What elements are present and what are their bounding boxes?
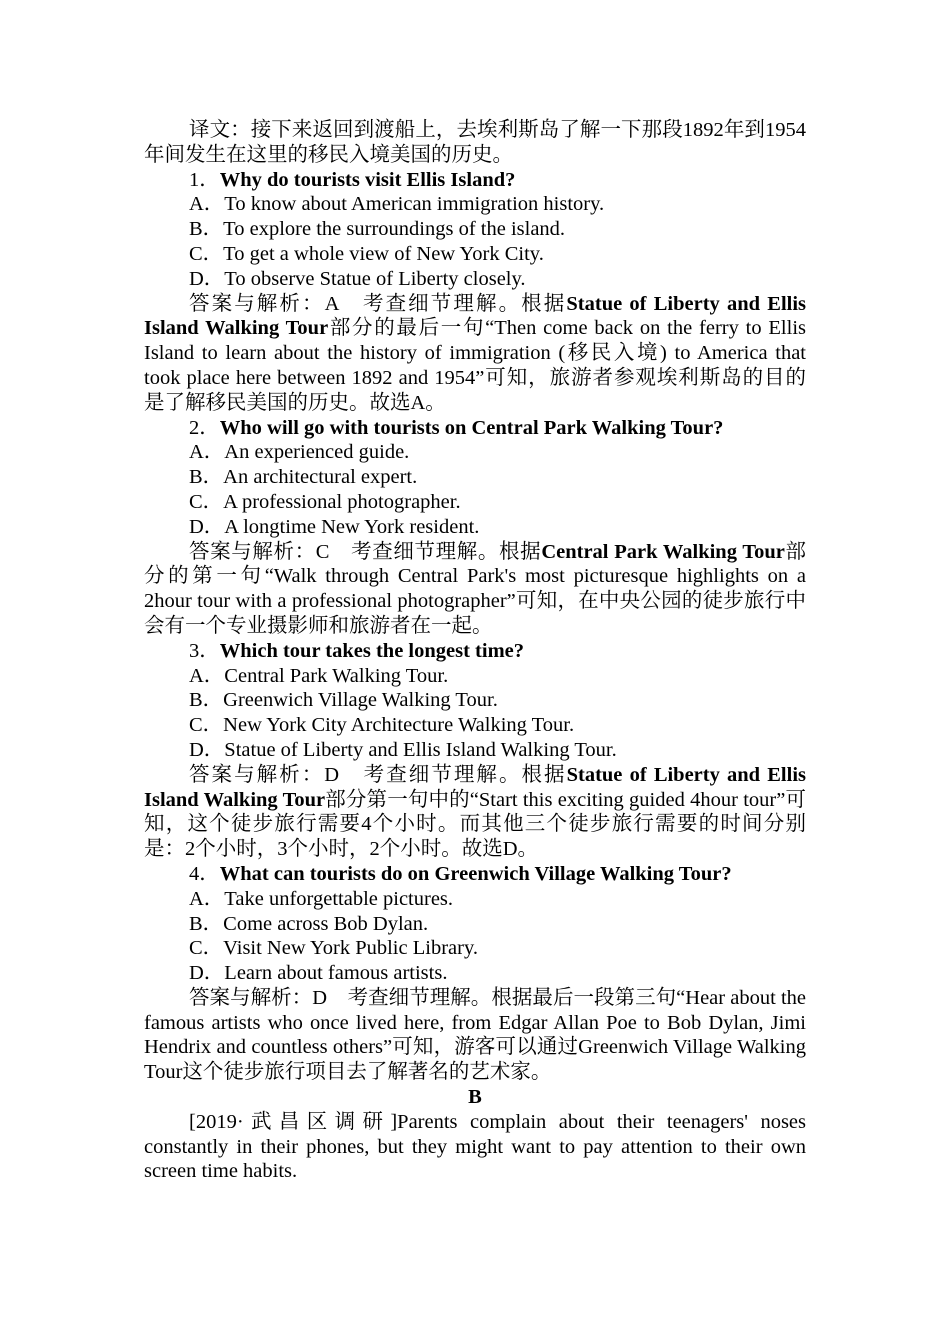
- question-1-option-a: A．To know about American immigration history.: [189, 193, 605, 216]
- answer-label: 答案与解析：: [189, 763, 325, 786]
- question-2-number: 2．: [189, 416, 220, 439]
- answer-bold-reference: Central Park Walking Tour: [541, 540, 785, 563]
- answer-text-continued: 部分第一句中的“Start this exciting guided 4hour tour”可知，这个徒步旅行需要4个小时。而其他三个徒步旅行需要的时间分别是：2个小时，3个小时，2个小时。故选D。: [144, 788, 806, 861]
- answer-text: D 考查细节理解。根据最后一段第三句“Hear about the famous artists who once lived here, from Edgar Allan Poe to Bob Dylan, Jimi Hendrix and countless others”可知，游客可以通过Greenwich Village Walking Tour这个徒步旅行项目去了解著名的艺术家。: [144, 986, 806, 1084]
- question-2-answer: [144, 540, 806, 639]
- question-3-number: 3．: [189, 639, 220, 662]
- question-2-option-a: A．An experienced guide.: [189, 441, 410, 464]
- question-4-option-c: C．Visit New York Public Library.: [189, 937, 478, 960]
- answer-bold-reference: Statue of Liberty and Ellis Island Walking Tour: [144, 763, 806, 811]
- question-1-number: 1．: [189, 168, 220, 191]
- question-3-option-d: D．Statue of Liberty and Ellis Island Walking Tour.: [189, 738, 617, 761]
- question-2-option-c: C．A professional photographer.: [189, 490, 461, 513]
- question-3-option-c: C．New York City Architecture Walking Tour.: [189, 714, 575, 737]
- passage-paragraph: [144, 1110, 806, 1184]
- answer-label: 答案与解析：: [189, 986, 313, 1009]
- answer-text-continued: 部分的第一句“Walk through Central Park's most picturesque highlights on a 2hour tour with a professional photographer”可知，在中央公园的徒步旅行中会有一个专业摄影师和旅游者在一起。: [144, 540, 806, 637]
- intro-translation: 译文：接下来返回到渡船上，去埃利斯岛了解一下那段1892年到1954年间发生在这里的移民入境美国的历史。: [144, 119, 806, 166]
- question-4-text: What can tourists do on Greenwich Village Walking Tour?: [219, 862, 732, 885]
- answer-text-continued: 部分的最后一句“Then come back on the ferry to Ellis Island to learn about the history of immigration (移民入境) to America that took place here between 1892 and 1954”可知，旅游者参观埃利斯岛的目的是了解移民美国的历史。故选A。: [144, 317, 806, 414]
- question-1-text: Why do tourists visit Ellis Island?: [219, 168, 516, 191]
- passage-source: [2019·武昌区调研]: [189, 1110, 398, 1133]
- question-3-option-a: A．Central Park Walking Tour.: [189, 664, 449, 687]
- question-1: [144, 168, 806, 193]
- question-4-answer: [144, 986, 806, 1085]
- answer-text: D 考查细节理解。根据: [324, 763, 567, 786]
- question-1-option-d: D．To observe Statue of Liberty closely.: [189, 267, 526, 290]
- question-1-option-c: C．To get a whole view of New York City.: [189, 242, 544, 265]
- question-2-text: Who will go with tourists on Central Park Walking Tour?: [219, 416, 724, 439]
- question-3-option-b: B．Greenwich Village Walking Tour.: [189, 689, 498, 712]
- question-4-option-a: A．Take unforgettable pictures.: [189, 887, 454, 910]
- question-3: [144, 639, 806, 664]
- question-2: [144, 416, 806, 441]
- question-4-number: 4．: [189, 862, 220, 885]
- passage-text: Parents complain about their teenagers' noses constantly in their phones, but they might want to pay attention to their own screen time habits.: [144, 1110, 807, 1183]
- document-page: [144, 118, 806, 1184]
- question-4-option-b: B．Come across Bob Dylan.: [189, 912, 429, 935]
- answer-text: C 考查细节理解。根据: [315, 540, 542, 563]
- question-2-option-d: D．A longtime New York resident.: [189, 515, 480, 538]
- answer-label: 答案与解析：: [189, 292, 325, 315]
- question-1-answer: [144, 292, 806, 416]
- question-3-answer: [144, 763, 806, 862]
- answer-label: 答案与解析：: [189, 540, 316, 563]
- answer-bold-reference: Statue of Liberty and Ellis Island Walking Tour: [144, 292, 807, 340]
- question-4-option-d: D．Learn about famous artists.: [189, 962, 448, 985]
- question-3-text: Which tour takes the longest time?: [219, 639, 525, 662]
- question-4: [144, 862, 806, 887]
- answer-text: A 考查细节理解。根据: [324, 292, 567, 315]
- section-heading: B: [468, 1086, 482, 1109]
- question-2-option-b: B．An architectural expert.: [189, 466, 418, 489]
- question-1-option-b: B．To explore the surroundings of the island.: [189, 218, 566, 241]
